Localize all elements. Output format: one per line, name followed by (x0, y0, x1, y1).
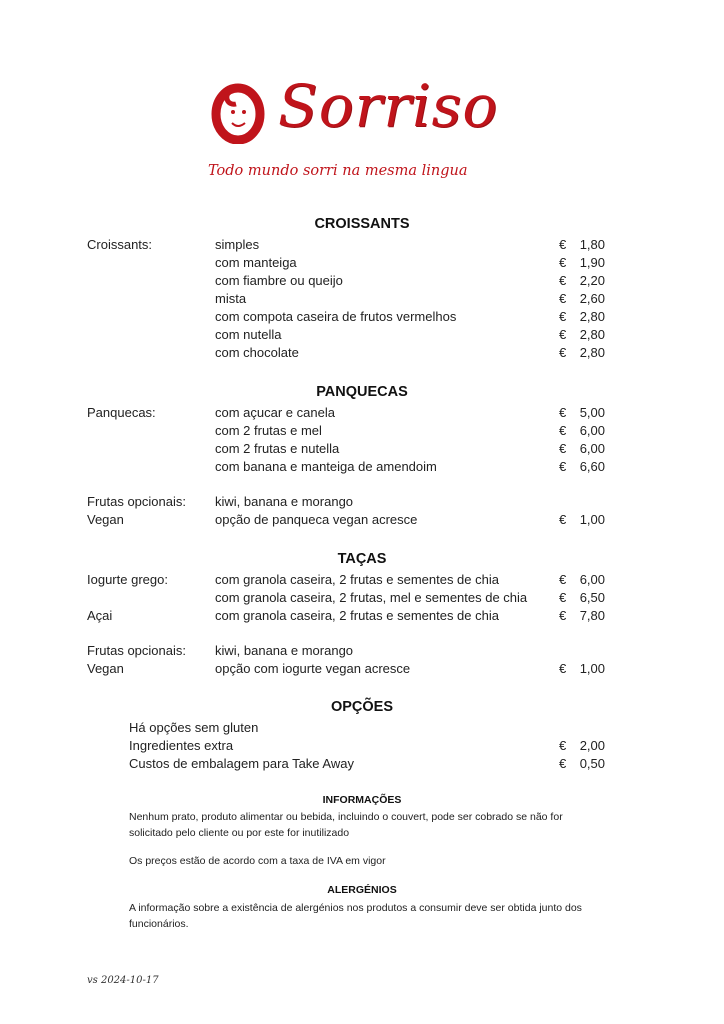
euro-icon: € (559, 255, 567, 270)
row-desc: com açucar e canela (215, 405, 335, 420)
euro-icon: € (559, 608, 567, 623)
row-price: 6,00 (579, 441, 605, 456)
euro-icon: € (559, 661, 567, 676)
row-price: 6,00 (579, 572, 605, 587)
menu-row (0, 512, 724, 530)
option-row (0, 756, 724, 774)
menu-row (0, 459, 724, 477)
euro-icon: € (559, 327, 567, 342)
row-desc: com granola caseira, 2 frutas e sementes de chia (215, 608, 499, 623)
row-desc: Custos de embalagem para Take Away (129, 756, 354, 771)
menu-row (0, 441, 724, 459)
row-price: 2,80 (579, 327, 605, 342)
menu-row (0, 590, 724, 608)
brand-name: Sorriso (278, 72, 499, 140)
row-desc: Há opções sem gluten (129, 720, 259, 735)
row-price: 6,60 (579, 459, 605, 474)
row-desc: kiwi, banana e morango (215, 643, 354, 658)
row-price: 2,00 (579, 738, 605, 753)
row-label: Frutas opcionais: (87, 643, 186, 658)
row-label: Frutas opcionais: (87, 494, 186, 509)
row-desc: com chocolate (215, 345, 299, 360)
euro-icon: € (559, 345, 567, 360)
info-paragraph-2: Os preços estão de acordo com a taxa de IVA em vigor (129, 855, 386, 867)
smiley-o-icon (210, 82, 270, 144)
menu-row (0, 661, 724, 679)
row-desc: opção de panqueca vegan acresce (215, 512, 418, 527)
restaurant-logo (208, 72, 528, 148)
row-desc: com manteiga (215, 255, 297, 270)
section-title-opcoes: OPÇÕES (330, 699, 394, 715)
row-price: 1,90 (579, 255, 605, 270)
row-label: Panquecas: (87, 405, 156, 420)
row-desc: opção com iogurte vegan acresce (215, 661, 411, 676)
euro-icon: € (559, 273, 567, 288)
row-desc: mista (215, 291, 247, 306)
euro-icon: € (559, 738, 567, 753)
menu-row (0, 291, 724, 309)
option-row (0, 738, 724, 756)
row-price: 7,80 (579, 608, 605, 623)
euro-icon: € (559, 237, 567, 252)
euro-icon: € (559, 572, 567, 587)
menu-row (0, 237, 724, 255)
menu-row (0, 572, 724, 590)
euro-icon: € (559, 512, 567, 527)
euro-icon: € (559, 590, 567, 605)
row-desc: com 2 frutas e nutella (215, 441, 340, 456)
euro-icon: € (559, 756, 567, 771)
row-label: Iogurte grego: (87, 572, 168, 587)
menu-row (0, 309, 724, 327)
row-desc: com banana e manteiga de amendoim (215, 459, 437, 474)
row-price: 5,00 (579, 405, 605, 420)
menu-row (0, 643, 724, 661)
info-title: INFORMAÇÕES (322, 794, 402, 806)
euro-icon: € (559, 459, 567, 474)
row-desc: kiwi, banana e morango (215, 494, 354, 509)
info-paragraph-1: Nenhum prato, produto alimentar ou bebida, incluindo o couvert, pode ser cobrado se não for solicitado pelo cliente ou por este for inutilizado (129, 811, 563, 839)
menu-row (0, 273, 724, 291)
row-desc: com granola caseira, 2 frutas e sementes de chia (215, 572, 499, 587)
row-desc: Ingredientes extra (129, 738, 234, 753)
euro-icon: € (559, 405, 567, 420)
menu-row (0, 608, 724, 626)
row-price: 2,20 (579, 273, 605, 288)
menu-row (0, 345, 724, 363)
row-desc: com nutella (215, 327, 282, 342)
row-price: 2,80 (579, 345, 605, 360)
allergens-paragraph: A informação sobre a existência de alergénios nos produtos a consumir deve ser obtida junto dos funcionários. (129, 902, 582, 930)
menu-row (0, 405, 724, 423)
row-label: Vegan (87, 512, 124, 527)
row-label: Vegan (87, 661, 124, 676)
menu-row (0, 327, 724, 345)
euro-icon: € (559, 309, 567, 324)
row-desc: com compota caseira de frutos vermelhos (215, 309, 457, 324)
row-price: 2,80 (579, 309, 605, 324)
row-desc: com granola caseira, 2 frutas, mel e sementes de chia (215, 590, 528, 605)
menu-row (0, 494, 724, 512)
row-desc: simples (215, 237, 260, 252)
row-price: 1,80 (579, 237, 605, 252)
tagline: Todo mundo sorri na mesma lingua (208, 163, 468, 179)
menu-row (0, 423, 724, 441)
row-price: 1,00 (579, 661, 605, 676)
row-label: Açai (87, 608, 113, 623)
euro-icon: € (559, 441, 567, 456)
euro-icon: € (559, 423, 567, 438)
row-desc: com fiambre ou queijo (215, 273, 343, 288)
version-label: vs 2024-10-17 (87, 975, 159, 986)
row-price: 0,50 (579, 756, 605, 771)
row-price: 1,00 (579, 512, 605, 527)
row-label: Croissants: (87, 237, 153, 252)
section-title-croissants: CROISSANTS (314, 216, 410, 232)
section-title-panquecas: PANQUECAS (316, 384, 408, 400)
row-price: 2,60 (579, 291, 605, 306)
section-title-tacas: TAÇAS (337, 551, 387, 567)
row-desc: com 2 frutas e mel (215, 423, 322, 438)
allergens-title: ALERGÉNIOS (327, 884, 397, 896)
euro-icon: € (559, 291, 567, 306)
row-price: 6,00 (579, 423, 605, 438)
option-row (0, 720, 724, 738)
menu-row (0, 255, 724, 273)
row-price: 6,50 (579, 590, 605, 605)
